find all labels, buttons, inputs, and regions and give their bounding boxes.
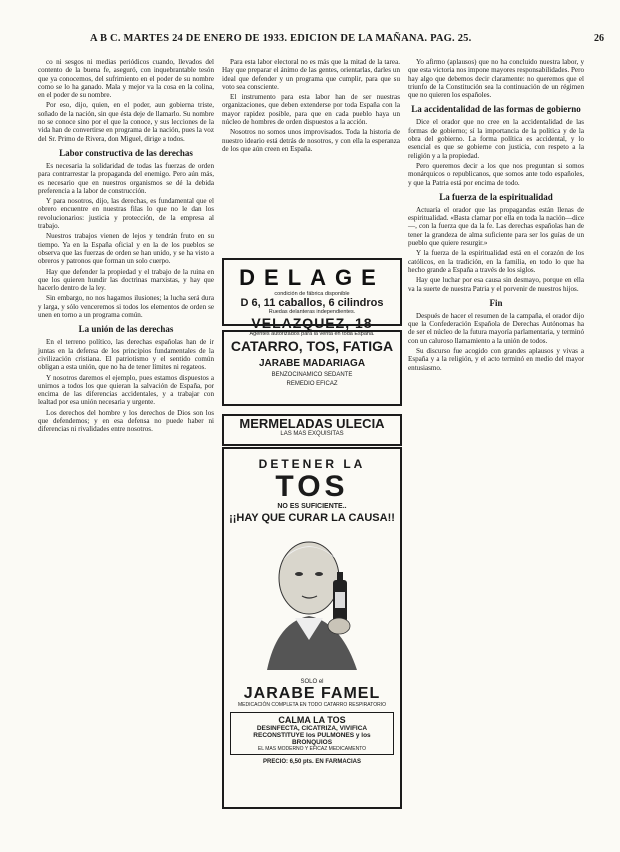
page-number: 26: [594, 33, 604, 44]
paragraph: Sin embargo, no nos hagamos ilusiones; la lucha será dura y larga, y sólo venceremos si todos los elementos de orden se unen en torno a un programa común.: [38, 294, 214, 320]
section-heading: Fin: [489, 297, 503, 308]
column-right: [408, 58, 584, 374]
ad-tos-line4: ¡¡HAY QUE CURAR LA CAUSA!!: [229, 512, 395, 524]
ad-tos-benefits-box: [230, 712, 394, 755]
ad-mermeladas: [222, 414, 402, 446]
column-left: [38, 58, 214, 436]
ad-tos-box2: DESINFECTA, CICATRIZA, VIVIFICA: [256, 725, 368, 732]
ad-mermeladas-title: MERMELADAS ULECIA: [239, 416, 385, 431]
ad-catarro-footer: REMEDIO EFICAZ: [286, 381, 338, 387]
ad-catarro-product: JARABE MADARIAGA: [258, 358, 366, 369]
section-heading: Labor constructiva de las derechas: [59, 147, 193, 158]
section-heading: La fuerza de la espiritualidad: [439, 191, 553, 202]
paragraph: Después de hacer el resumen de la campaña, el orador dijo que la Confederación Española de Derechas Autónomas ha de ser el núcleo de la futura mayoría parlamentaria, y terminó con un caluroso llamamiento a la unión de todos.: [408, 311, 584, 345]
paragraph: Hay que luchar por esa causa sin desmayo, porque en ella va la suerte de nuestra Patria y el porvenir de nuestros hijos.: [408, 276, 584, 293]
paragraph: Yo afirmo (aplausos) que no ha concluido nuestra labor, y que esta victoria nos impone mayores responsabilidades. Pero hay algo que debemos decir claramente: no queremos que el triunfo de la Constitución sea la continuación de un régimen que no quieren los españoles.: [408, 58, 584, 100]
ad-mermeladas-sub: LAS MAS EXQUISITAS: [280, 431, 344, 437]
ad-catarro-sub: BENZOCINAMICO SEDANTE: [271, 372, 353, 378]
ad-tos-price: PRECIO: 6,50 pts. EN FARMACIAS: [262, 759, 361, 765]
paragraph: Es necesaria la solidaridad de todas las fuerzas de orden para contrarrestar la propaganda del enemigo. Pero aún más, es necesario que en nuestros organismos se dé la debida preferencia a la labor de construcción.: [38, 161, 214, 195]
ad-delage-name: DELAGE: [239, 265, 385, 290]
paragraph: Por eso, dijo, quien, en el poder, aun gobierna triste, soñado de la nación, sin que ésta deje de llamarlo. Su nombre no se conoce sino por el que la conoce, y sus lecciones de la vida han de convertirse en programa de la nación, pues la voz del Sr. Primo de Rivera, don Miguel, dirige a todos.: [38, 101, 214, 143]
ad-tos-line1: DETENER LA: [258, 457, 366, 471]
page-header: A B C. MARTES 24 DE ENERO DE 1933. EDICION DE LA MAÑANA. PAG. 25.: [90, 33, 472, 44]
ad-delage-line2: Ruedas delanteras independientes.: [268, 309, 356, 315]
paragraph: El instrumento para esta labor han de ser nuestras organizaciones, que deben extenderse por toda España con la mayor rapidez posible, para que en cada pueblo haya un núcleo de hombres de orden dispuestos a la acción.: [222, 93, 400, 127]
paragraph: Hay que defender la propiedad y el trabajo de la ruina en que los quieren hundir las doctrinas marxistas, y hay que hacerlo dentro de la ley.: [38, 267, 214, 293]
ad-jarabe-famel: [222, 447, 402, 809]
paragraph: Dice el orador que no cree en la accidentalidad de las formas de gobierno; sí la importancia de la política y de la obra del gobierno. La forma política es accidental, y lo esencial es que se gobierne con justicia, con respeto a la religión y a la propiedad.: [408, 118, 584, 160]
ad-tos-solo: SOLO el: [300, 679, 324, 685]
ad-delage: [222, 258, 402, 337]
paragraph: En el terreno político, las derechas españolas han de ir juntas en la defensa de los principios fundamentales de la civilización cristiana. El patriotismo y el sentido común obligan a esta unión, que no ha de tener límites ni regateos.: [38, 338, 214, 372]
ad-tos-box1: CALMA LA TOS: [278, 715, 346, 725]
paragraph: Y para nosotros, dijo, las derechas, es fundamental que el obrero encuentre en nuestras filas lo que no le dan los revolucionarios: justicia y protección, de la empresa al trabajo.: [38, 197, 214, 231]
column-middle: [222, 58, 400, 155]
paragraph: Y nosotros daremos el ejemplo, pues estamos dispuestos a unirnos a todos los que quieran la salvación de España, por encima de las diferencias accidentales, y a trabajar con lealtad por esa unión necesaria y urgente.: [38, 373, 214, 407]
ad-tos-box-note: EL MAS MODERNO Y EFICAZ MEDICAMENTO: [257, 746, 367, 752]
paragraph: Su discurso fue acogido con grandes aplausos y vivas a España y a la religión, y el acto terminó en medio del mayor entusiasmo.: [408, 347, 584, 372]
paragraph: Para esta labor electoral no es más que la mitad de la tarea. Hay que preparar el ánimo de las gentes, orientarlas, darles un ideal que defender y un programa que cumplir, para que su voto sea consciente.: [222, 58, 400, 91]
ad-tos-line3: NO ES SUFICIENTE..: [277, 503, 347, 510]
ad-delage-model: D 6, 11 caballos, 6 cilindros: [240, 297, 384, 309]
ad-tos-product-sub: MEDICACIÓN COMPLETA EN TODO CATARRO RESPIRATORIO: [238, 702, 386, 708]
paragraph: Pero queremos decir a los que nos preguntan si somos monárquicos o republicanos, que somos ante todo españoles, y que la Patria está por encima de todo.: [408, 161, 584, 187]
paragraph: Los derechos del hombre y los derechos de Dios son los que defendemos; y en esa defensa no puede haber ni diferencias ni rivalidades entre nosotros.: [38, 408, 214, 434]
paragraph: Y la fuerza de la espiritualidad está en el corazón de los católicos, en la tradición, en la familia, en todo lo que ha hecho grande a España a través de los siglos.: [408, 249, 584, 274]
section-heading: La accidentalidad de las formas de gobierno: [411, 104, 581, 115]
ad-catarro-title: CATARRO, TOS, FATIGA: [230, 338, 394, 354]
ad-catarro: [222, 330, 402, 406]
paragraph: Actuaría el orador que las propagandas están llenas de espiritualidad. «Basta clamar por ella en toda la nación—dice—, con la fuerza que da la fe. Las derechas españolas han de tener la grandeza de alma suficiente para ser los guías de un pueblo que quiere resurgir.»: [408, 205, 584, 248]
ad-tos-line2: TOS: [275, 470, 349, 503]
ad-tos-product: JARABE FAMEL: [243, 685, 381, 702]
ad-tos-box3: RECONSTITUYE los PULMONES y los BRONQUIOS: [253, 732, 371, 746]
ad-delage-footer: Agentes autorizados para la venta en toda España.: [249, 331, 375, 337]
paragraph: Nuestros trabajos vienen de lejos y tendrán fruto en su tiempo. Ya en la España oficial y en la de los pueblos se observa que las fuerzas de orden se han unido, y se ha visto a obreros y patronos que forman un solo cuerpo.: [38, 232, 214, 266]
ad-delage-address: VELAZQUEZ, 18: [251, 315, 373, 331]
ad-delage-sub: condición de fábrica disponible: [274, 291, 350, 297]
section-heading: La unión de las derechas: [78, 324, 174, 335]
paragraph: co ni sesgos ni medias periódicos cuando, llevados del contento de la buena fe, aseguró, con inquebrantable tesón que ya conocemos, del sufrimiento en el poder de su nombre como se lo ha ganado. Mala y mejor va la cosa en la colina, en el poder de su nombre.: [38, 58, 214, 100]
paragraph: Nosotros no somos unos improvisados. Toda la historia de nuestro ideario está detrás de nosotros, y con ella la esperanza de los que aún creen en España.: [222, 128, 400, 153]
man-with-bottle-illustration: [247, 530, 377, 670]
